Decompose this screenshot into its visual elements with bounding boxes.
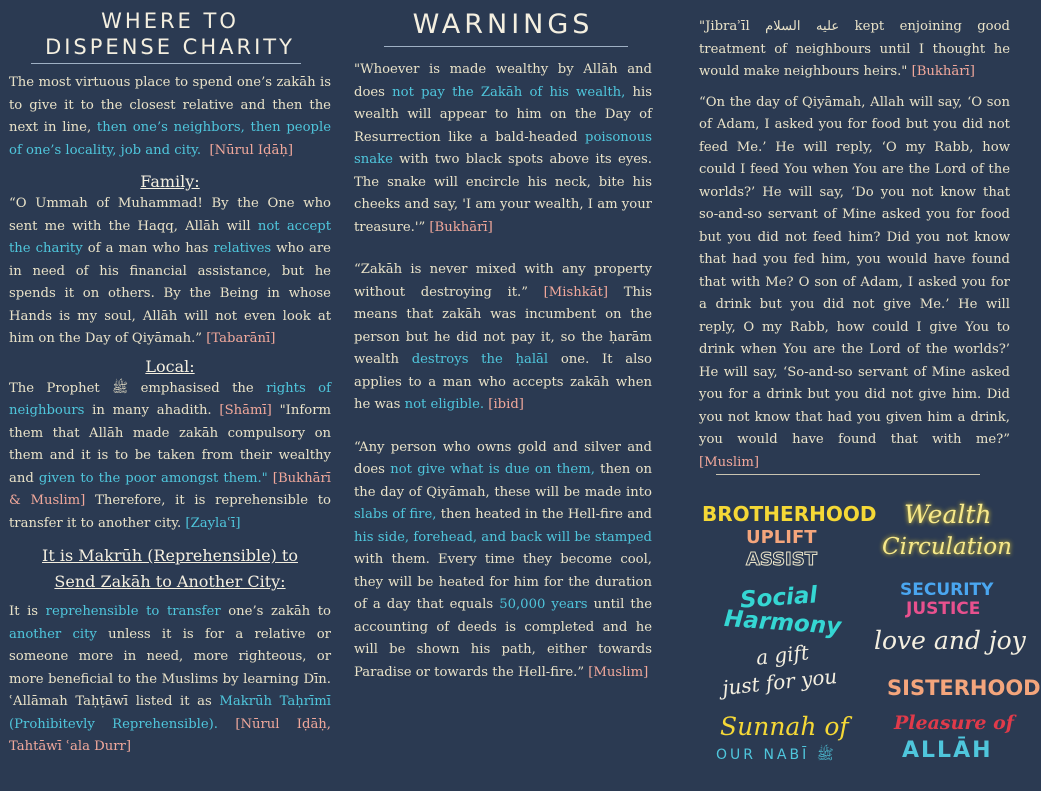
warning-gold-silver-paragraph: “Any person who owns gold and silver and does not give what is due on them, then on the day of Qiyāmah, these will be made into slabs of fire, then heated in the Hell-fire and his side, forehead, and back will be stamped with them. Every time they become cool, they will be heated for him for the duration of a day that equals 50,000 years until the accounting of deeds is completed and he will be shown his path, either towards Paradise or towards the Hell-fire.” [Muslim] <box>354 439 653 680</box>
warnings-divider <box>384 46 628 47</box>
local-paragraph: The Prophet ﷺ emphasised the rights of neighbours in many ahadith. [Shāmī] "Inform them that Allāh made zakāh compulsory on them and it is to be taken from their wealthy and given to the poor amongst them." [Bukhārī & Muslim] Therefore, it is reprehensible to transfer it to another city. [Zaylaʿī] <box>9 380 332 531</box>
family-paragraph: “O Ummah of Muhammad! By the One who sent me with the Haqq, Allāh will not accept the charity of a man who has relatives who are in need of his financial assistance, but he spends it on others. By the Being in whose Hands is my soul, Allāh will not even look at him on the Day of Qiyāmah.” [Tabarānī] <box>9 196 331 346</box>
jibrail-paragraph: "Jibraʾīl عليه السلام kept enjoining good treatment of neighbours until I thought he would make neighbours heirs." [Bukhārī] <box>699 19 1010 79</box>
warning-snake-paragraph: "Whoever is made wealthy by Allāh and does not pay the Zakāh of his wealth, his wealth will appear to him on the Day of Resurrection like a bald-headed poisonous snake with two black spots above its eyes. The snake will encircle his neck, bite his cheeks and say, 'I am your wealth, I am your treasure.'” [Bukhārī] <box>354 62 652 235</box>
sisterhood-word: SISTERHOOD <box>887 676 1041 700</box>
social-word: Social <box>739 582 819 614</box>
local-heading: Local: <box>145 356 195 376</box>
column-neighbours <box>690 0 1024 791</box>
just-for-you-word: just for you <box>721 664 839 700</box>
qiyamah-paragraph: “On the day of Qiyāmah, Allah will say, ‘O son of Adam, I asked you for food but you did not feed Me.’ He will reply, ‘O my Rabb, how could I feed You when You are the Lord of the worlds?’ He will say, ‘Do you not know that so-and-so servant of Mine asked you for food but you did not feed him? Did you not know that had you fed him, you would have found that with Me? O son of Adam, I asked you for a drink but you did not give Me.’ He will reply, O my Rabb, how could I give You to drink when You are the Lord of the worlds?’ He will say, ‘So-and-so servant of Mine asked you for a drink but you did not give him. Did you not know that had you given him a drink, you would have found that with me?” [Muslim] <box>699 94 1010 470</box>
column-warnings <box>342 0 662 791</box>
assist-word: ASSIST <box>746 549 817 570</box>
our-nabi-word: OUR NABĪ ﷺ <box>716 747 834 763</box>
title-divider <box>31 63 301 64</box>
intro-paragraph: The most virtuous place to spend one’s zakāh is to give it to the closest relative and then the next in line, then one’s neighbors, then people of one’s locality, job and city. [Nūrul Iḍāḥ] <box>9 75 332 158</box>
makruh-heading-line1: It is Makrūh (Reprehensible) to <box>42 546 298 565</box>
family-heading: Family: <box>140 172 200 191</box>
word-art-divider <box>716 474 980 475</box>
pleasure-word: Pleasure of <box>894 712 1014 734</box>
warning-mixed-paragraph: “Zakāh is never mixed with any property without destroying it.” [Mishkāt] This means that zakāh was incumbent on the person but he did not pay it, so the ḥarām wealth destroys the ḥalāl one. It also applies to a man who accepts zakāh when he was not eligible. [ibid] <box>354 262 652 412</box>
brotherhood-word: BROTHERHOOD <box>702 502 877 526</box>
section-title-line2: DISPENSE CHARITY <box>45 35 295 59</box>
makruh-heading <box>9 543 331 595</box>
section-title-line1: WHERE TO <box>101 9 239 33</box>
uplift-word: UPLIFT <box>746 527 817 548</box>
gift-word: a gift <box>754 640 811 670</box>
warnings-title: WARNINGS <box>412 9 594 40</box>
allah-word: ALLĀH <box>902 738 993 763</box>
makruh-paragraph: It is reprehensible to transfer one’s zakāh to another city unless it is for a relative or someone more in need, more righteous, or more beneficial to the Muslims by learning Dīn. ʿAllāmah Taḥṭāwī listed it as Makrūh Taḥrīmī (Prohibitevly Reprehensible). [Nūrul Iḍāḥ, Tahtāwī ʿala Durr] <box>9 604 331 754</box>
justice-word: JUSTICE <box>906 599 981 619</box>
circulation-word: Circulation <box>882 534 1012 560</box>
sunnah-word: Sunnah of <box>720 712 849 741</box>
harmony-word: Harmony <box>723 605 843 641</box>
security-word: SECURITY <box>900 580 994 600</box>
wealth-word: Wealth <box>904 500 992 529</box>
makruh-heading-line2: Send Zakāh to Another City: <box>54 572 286 591</box>
love-and-joy-word: love and joy <box>874 626 1026 655</box>
column-where-to-dispense <box>0 0 340 791</box>
